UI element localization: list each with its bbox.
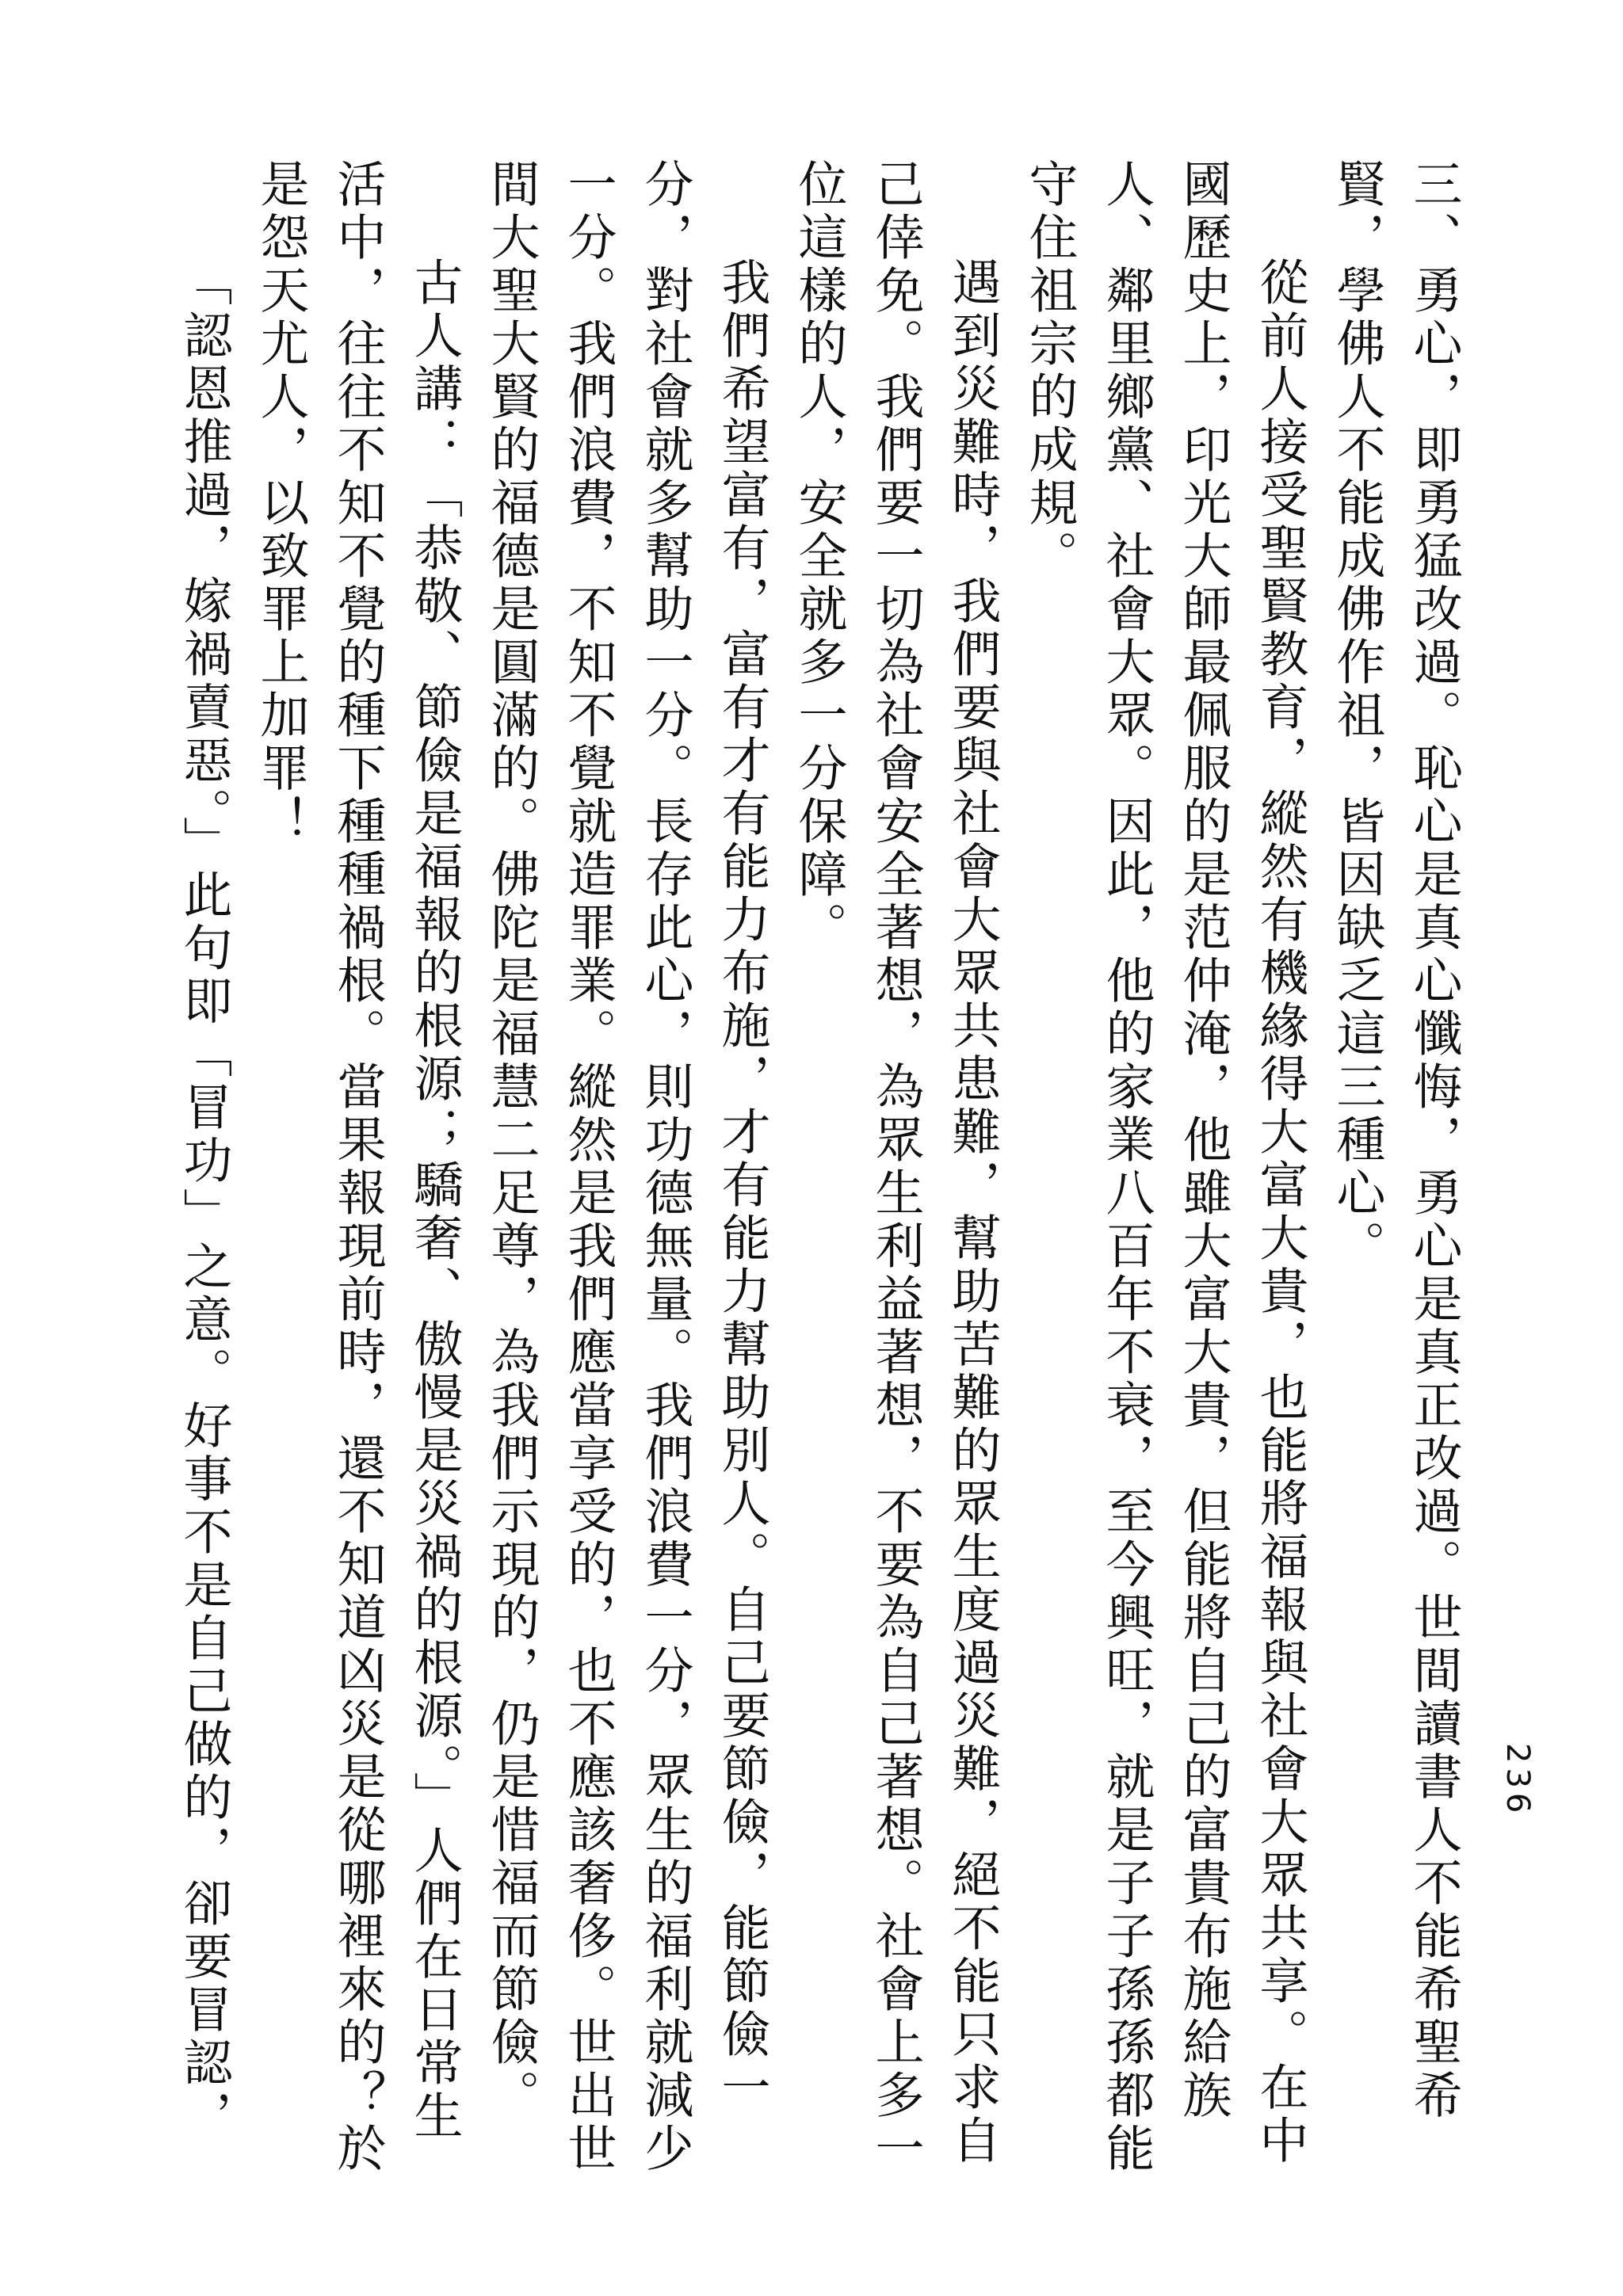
- paragraph: 遇到災難時，我們要與社會大眾共患難，幫助苦難的眾生度過災難，絕不能只求自己倖免。我們要一切為社會安全著想，為眾生利益著想，不要為自己著想。社會上多一位這樣的人，安全就多一分保障。: [790, 158, 1002, 2176]
- paragraph: 古人講：「恭敬、節儉是福報的根源；驕奢、傲慢是災禍的根源。」人們在日常生活中，往往不知不覺的種下種種禍根。當果報現前時，還不知道凶災是從哪裡來的？於是怨天尤人，以致罪上加罪！: [252, 158, 464, 2176]
- paragraph: 「認恩推過，嫁禍賣惡。」此句即「冒功」之意。好事不是自己做的，卻要冒認，: [175, 257, 233, 2143]
- page-number: 236: [1499, 1743, 1536, 1818]
- paragraph: 三、勇心，即勇猛改過。恥心是真心懺悔，勇心是真正改過。世間讀書人不能希聖希賢，學佛人不能成佛作祖，皆因缺乏這三種心。: [1328, 158, 1463, 2122]
- paragraph: 我們希望富有，富有才有能力布施，才有能力幫助別人。自己要節儉，能節儉一分，對社會就多幫助一分。長存此心，則功德無量。我們浪費一分，眾生的福利就減少一分。我們浪費，不知不覺就造罪業。縱然是我們應當享受的，也不應該奢侈。世出世間大聖大賢的福德是圓滿的。佛陀是福慧二足尊，為我們示現的，仍是惜福而節儉。: [483, 158, 771, 2176]
- paragraph: 從前人接受聖賢教育，縱然有機緣得大富大貴，也能將福報與社會大眾共享。在中國歷史上，印光大師最佩服的是范仲淹，他雖大富大貴，但能將自己的富貴布施給族人、鄰里鄉黨、社會大眾。因此，他的家業八百年不衰，至今興旺，就是子子孫孫都能守住祖宗的成規。: [1021, 158, 1309, 2176]
- body-text: [166, 158, 1472, 2187]
